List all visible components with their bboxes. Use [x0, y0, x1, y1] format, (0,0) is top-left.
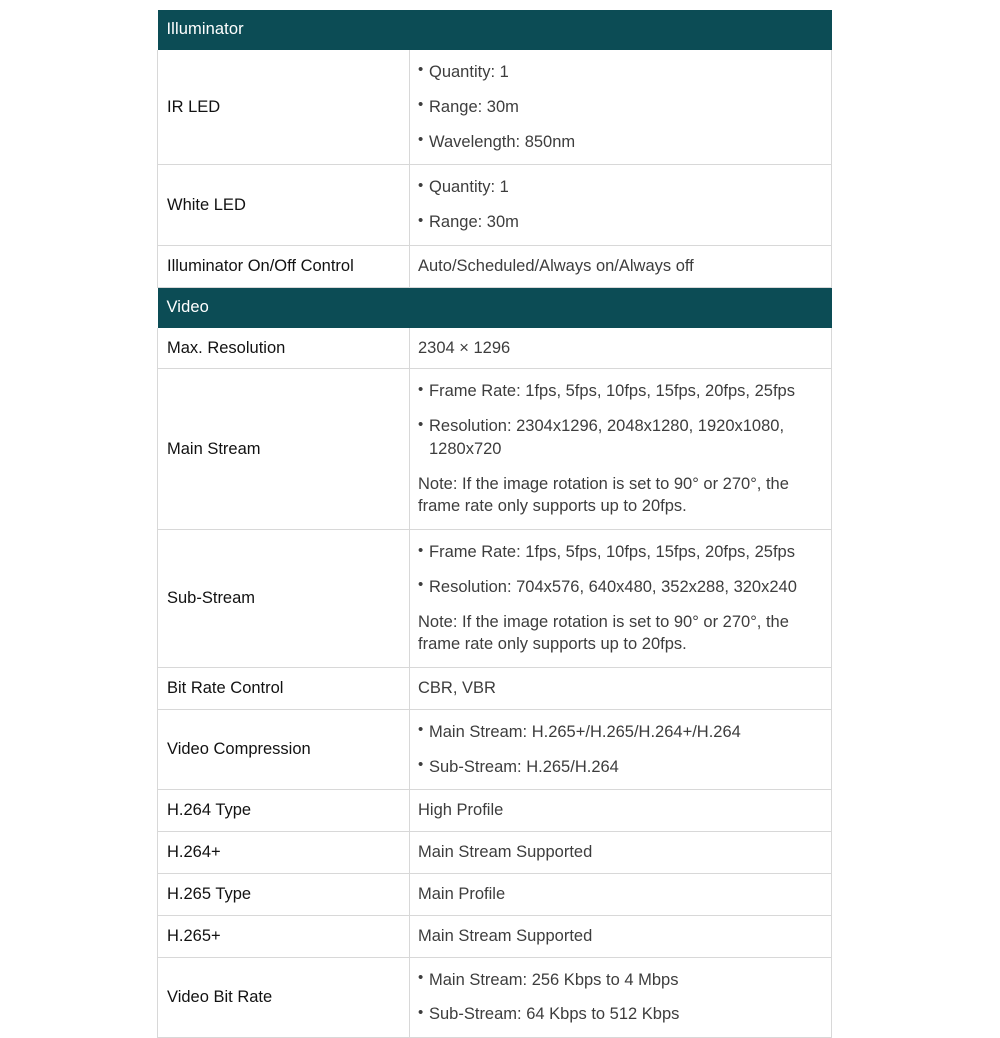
row-label: Main Stream: [158, 369, 410, 530]
row-label: Sub-Stream: [158, 530, 410, 668]
table-row: [158, 709, 832, 790]
row-value: [410, 50, 832, 165]
section-header-row: [158, 287, 832, 327]
row-label: White LED: [158, 165, 410, 246]
value-bullet-line: • Resolution: 704x576, 640x480, 352x288, 320x240: [418, 576, 819, 599]
value-bullet-line: • Sub-Stream: 64 Kbps to 512 Kbps: [418, 1003, 819, 1026]
row-label: Max. Resolution: [158, 328, 410, 369]
row-value: [410, 957, 832, 1038]
table-row: [158, 874, 832, 916]
value-text-line: Main Profile: [418, 885, 506, 904]
value-line-group: [418, 799, 819, 822]
value-bullet-line: • Wavelength: 850nm: [418, 131, 819, 154]
specification-table: [157, 10, 832, 1038]
row-value: [410, 709, 832, 790]
row-label: IR LED: [158, 50, 410, 165]
row-value: [410, 369, 832, 530]
value-note-line: Note: If the image rotation is set to 90° or 270°, the frame rate only supports up to 20fps.: [418, 474, 789, 516]
row-value: [410, 245, 832, 287]
value-bullet-line: • Resolution: 2304x1296, 2048x1280, 1920x1080, 1280x720: [418, 415, 819, 461]
row-value: [410, 790, 832, 832]
value-bullet-line: • Main Stream: 256 Kbps to 4 Mbps: [418, 969, 819, 992]
value-bullet-line: • Range: 30m: [418, 96, 819, 119]
section-header-title: Illuminator: [158, 10, 832, 50]
section-header-title: Video: [158, 287, 832, 327]
value-line-group: [418, 883, 819, 906]
value-bullet-line: • Frame Rate: 1fps, 5fps, 10fps, 15fps, 20fps, 25fps: [418, 541, 819, 564]
value-note-line: Note: If the image rotation is set to 90° or 270°, the frame rate only supports up to 20fps.: [418, 612, 789, 654]
specification-table-body: [158, 10, 832, 1038]
value-line-group: [418, 721, 819, 779]
row-label: Video Bit Rate: [158, 957, 410, 1038]
row-value: [410, 874, 832, 916]
table-row: [158, 832, 832, 874]
value-text-line: Main Stream Supported: [418, 926, 593, 945]
row-label: H.265 Type: [158, 874, 410, 916]
table-row: [158, 328, 832, 369]
row-value: [410, 530, 832, 668]
value-bullet-line: • Sub-Stream: H.265/H.264: [418, 756, 819, 779]
row-label: Video Compression: [158, 709, 410, 790]
value-line-group: [418, 541, 819, 656]
row-label: H.264+: [158, 832, 410, 874]
table-row: [158, 668, 832, 710]
table-row: [158, 530, 832, 668]
table-row: [158, 790, 832, 832]
value-line-group: [418, 176, 819, 234]
table-row: [158, 915, 832, 957]
row-value: [410, 668, 832, 710]
row-value: [410, 165, 832, 246]
table-row: [158, 50, 832, 165]
row-label: Illuminator On/Off Control: [158, 245, 410, 287]
value-text-line: 2304 × 1296: [418, 338, 511, 357]
value-line-group: [418, 677, 819, 700]
value-line-group: [418, 925, 819, 948]
value-text-line: Main Stream Supported: [418, 843, 593, 862]
row-label: H.265+: [158, 915, 410, 957]
value-bullet-line: • Range: 30m: [418, 211, 819, 234]
value-bullet-line: • Quantity: 1: [418, 61, 819, 84]
value-line-group: [418, 61, 819, 153]
section-header-row: [158, 10, 832, 50]
value-bullet-line: • Main Stream: H.265+/H.265/H.264+/H.264: [418, 721, 819, 744]
value-line-group: [418, 380, 819, 518]
value-line-group: [418, 969, 819, 1027]
row-value: [410, 915, 832, 957]
value-bullet-line: • Frame Rate: 1fps, 5fps, 10fps, 15fps, 20fps, 25fps: [418, 380, 819, 403]
table-row: [158, 369, 832, 530]
value-text-line: High Profile: [418, 801, 504, 820]
row-label: Bit Rate Control: [158, 668, 410, 710]
row-label: H.264 Type: [158, 790, 410, 832]
table-row: [158, 957, 832, 1038]
value-text-line: CBR, VBR: [418, 679, 496, 698]
value-line-group: [418, 841, 819, 864]
table-row: [158, 165, 832, 246]
table-row: [158, 245, 832, 287]
value-line-group: [418, 255, 819, 278]
value-bullet-line: • Quantity: 1: [418, 176, 819, 199]
row-value: [410, 328, 832, 369]
value-line-group: [418, 337, 819, 360]
row-value: [410, 832, 832, 874]
value-text-line: Auto/Scheduled/Always on/Always off: [418, 256, 694, 275]
